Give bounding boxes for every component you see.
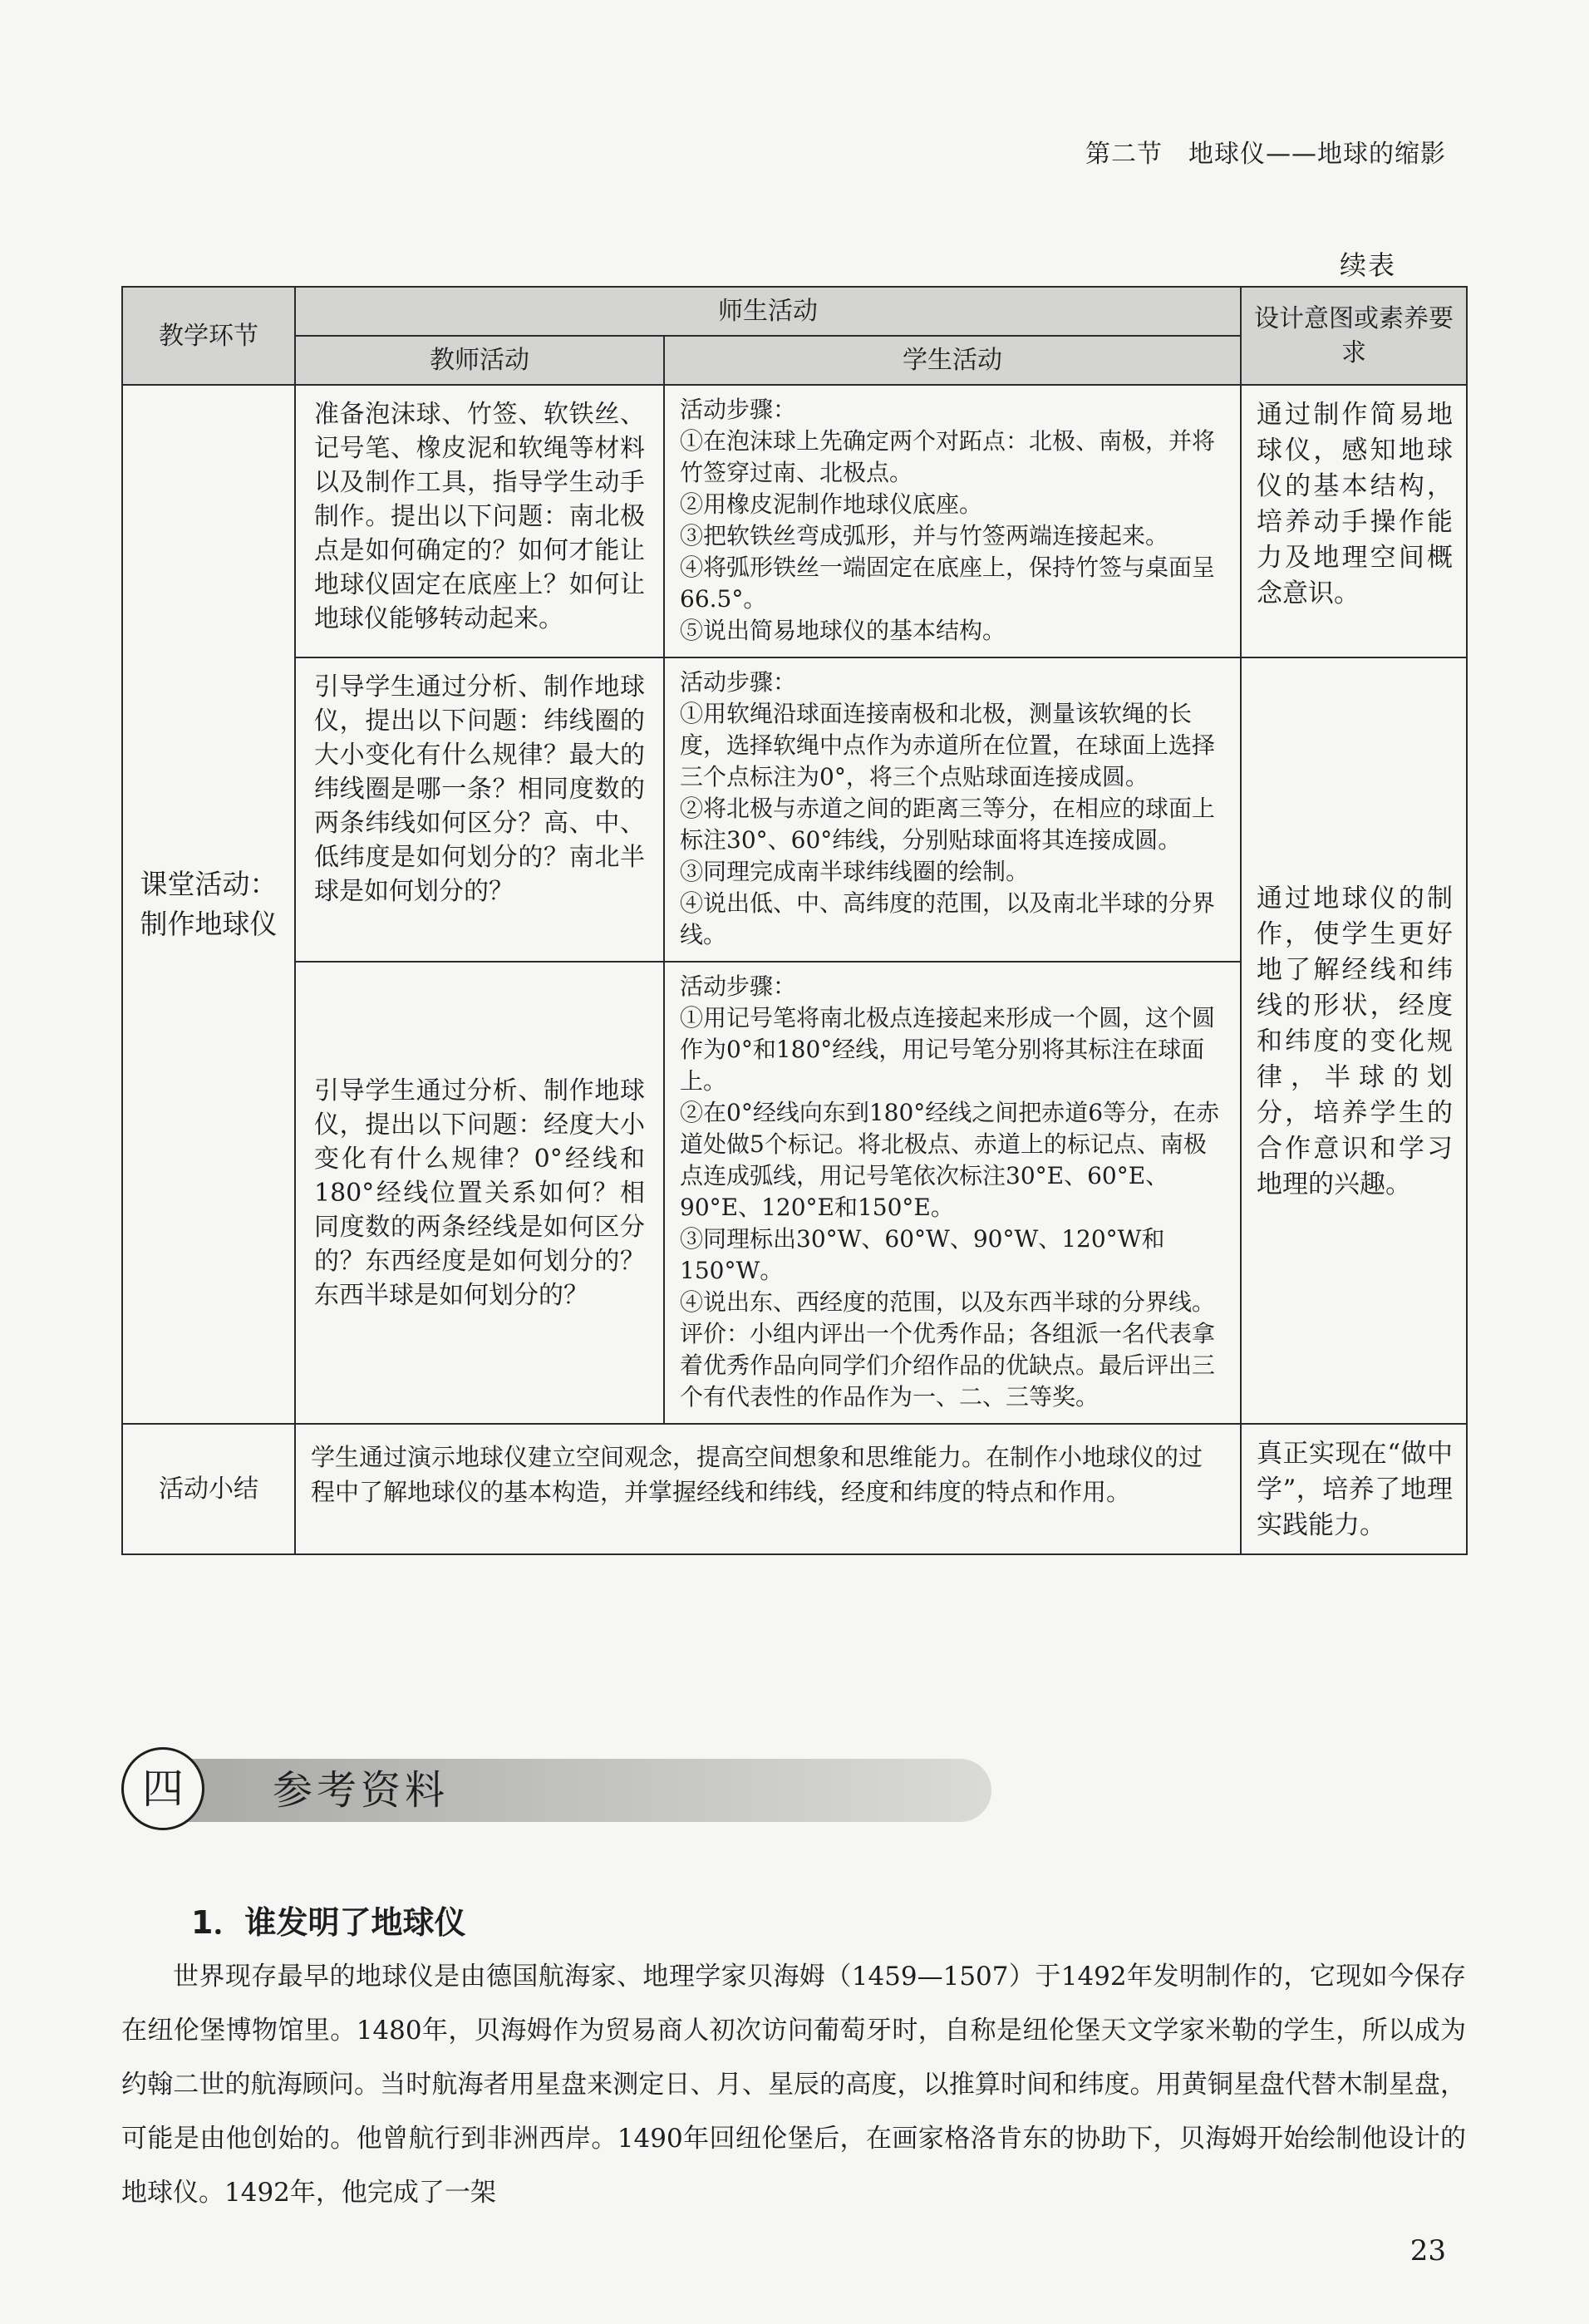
student-activity-cell xyxy=(664,385,1241,657)
teacher-activity-cell xyxy=(295,962,664,1424)
header-activity: 师生活动 xyxy=(295,287,1241,336)
student-step: 活动步骤： xyxy=(680,972,797,1000)
student-step: ⑤说出简易地球仪的基本结构。 xyxy=(680,617,1006,644)
header-student: 学生活动 xyxy=(664,336,1241,385)
student-step: ③同理标出30°W、60°W、90°W、120°W和150°W。 xyxy=(680,1225,1165,1284)
running-head: 第二节 地球仪——地球的缩影 xyxy=(1085,140,1446,169)
student-step: 活动步骤： xyxy=(680,396,797,423)
reference-paragraph: 世界现存最早的地球仪是由德国航海家、地理学家贝海姆（1459—1507）于1492年发明制作的，它现如今保存在纽伦堡博物馆里。1480年，贝海姆作为贸易商人初次访问葡萄牙时，自称是纽伦堡天文学家米勒的学生，所以成为约翰二世的航海顾问。当时航海者用星盘来测定日、月、星辰的高度，以推算时间和纬度。用黄铜星盘代替木制星盘，可能是由他创始的。他曾航行到非洲西岸。1490年回纽伦堡后，在画家格洛肯东的协助下，贝海姆开始绘制他设计的地球仪。1492年，他完成了一架 xyxy=(121,1962,1466,2208)
student-step: ④将弧形铁丝一端固定在底座上，保持竹签与桌面呈66.5°。 xyxy=(680,554,1216,613)
student-step: ②将北极与赤道之间的距离三等分，在相应的球面上标注30°、60°纬线，分别贴球面将其连接成圆。 xyxy=(680,795,1216,854)
header-stage: 教学环节 xyxy=(122,287,295,385)
reference-subheading: 1．谁发明了地球仪 xyxy=(191,1904,466,1941)
teacher-activity-text: 引导学生通过分析、制作地球仪，提出以下问题：经度大小变化有什么规律？0°经线和180°经线位置关系如何？相同度数的两条经线是如何区分的？东西经度是如何划分的？东西半球是如何划分的？ xyxy=(314,1076,645,1310)
summary-stage-cell: 活动小结 xyxy=(122,1424,295,1554)
section-title: 参考资料 xyxy=(273,1767,450,1814)
continued-label: 续表 xyxy=(1339,249,1396,281)
student-step: 活动步骤： xyxy=(680,668,797,696)
student-step: ①用软绳沿球面连接南极和北极，测量该软绳的长度，选择软绳中点作为赤道所在位置，在球面上选择三个点标注为0°，将三个点贴球面连接成圆。 xyxy=(680,700,1216,790)
student-step: ④说出低、中、高纬度的范围，以及南北半球的分界线。 xyxy=(680,889,1216,948)
student-step: ③把软铁丝弯成弧形，并与竹签两端连接起来。 xyxy=(680,522,1169,549)
table-header-row xyxy=(122,287,1467,336)
summary-design-cell: 真正实现在“做中学”，培养了地理实践能力。 xyxy=(1241,1424,1467,1554)
table-row xyxy=(122,1424,1467,1554)
student-step: ②用橡皮泥制作地球仪底座。 xyxy=(680,490,983,518)
stage-cell: 课堂活动：制作地球仪 xyxy=(122,385,295,1424)
student-activity-cell xyxy=(664,962,1241,1424)
header-design: 设计意图或素养要求 xyxy=(1241,287,1467,385)
teacher-activity-cell: 准备泡沫球、竹签、软铁丝、记号笔、橡皮泥和软绳等材料以及制作工具，指导学生动手制作。提出以下问题：南北极点是如何确定的？如何才能让地球仪固定在底座上？如何让地球仪能够转动起来。 xyxy=(295,385,664,657)
section-number-badge: 四 xyxy=(121,1747,204,1830)
lesson-table xyxy=(121,286,1468,1555)
section-heading xyxy=(121,1747,994,1834)
student-step: ①用记号笔将南北极点连接起来形成一个圆，这个圆作为0°和180°经线，用记号笔分别将其标注在球面上。 xyxy=(680,1004,1216,1095)
student-step: ①在泡沫球上先确定两个对跖点：北极、南极，并将竹签穿过南、北极点。 xyxy=(680,427,1216,486)
header-teacher: 教师活动 xyxy=(295,336,664,385)
table-row xyxy=(122,657,1467,962)
design-intent-cell: 通过制作简易地球仪，感知地球仪的基本结构，培养动手操作能力及地理空间概念意识。 xyxy=(1241,385,1467,657)
table-row xyxy=(122,385,1467,657)
student-step: ③同理完成南半球纬线圈的绘制。 xyxy=(680,858,1030,885)
student-activity-cell xyxy=(664,657,1241,962)
student-step: ②在0°经线向东到180°经线之间把赤道6等分，在赤道处做5个标记。将北极点、赤道上的标记点、南极点连成弧线，用记号笔依次标注30°E、60°E、90°E、120°E和150°E。 xyxy=(680,1099,1220,1221)
page-number: 23 xyxy=(1409,2234,1446,2267)
design-intent-cell: 通过地球仪的制作，使学生更好地了解经线和纬线的形状，经度和纬度的变化规律，半球的划分，培养学生的合作意识和学习地理的兴趣。 xyxy=(1241,657,1467,1424)
summary-content-cell: 学生通过演示地球仪建立空间观念，提高空间想象和思维能力。在制作小地球仪的过程中了解地球仪的基本构造，并掌握经线和纬线，经度和纬度的特点和作用。 xyxy=(295,1424,1241,1554)
student-step: ④说出东、西经度的范围，以及东西半球的分界线。 xyxy=(680,1288,1216,1316)
student-step: 评价：小组内评出一个优秀作品；各组派一名代表拿着优秀作品向同学们介绍作品的优缺点。最后评出三个有代表性的作品作为一、二、三等奖。 xyxy=(680,1320,1216,1411)
teacher-activity-cell: 引导学生通过分析、制作地球仪，提出以下问题：纬线圈的大小变化有什么规律？最大的纬线圈是哪一条？相同度数的两条纬线如何区分？高、中、低纬度是如何划分的？南北半球是如何划分的？ xyxy=(295,657,664,962)
